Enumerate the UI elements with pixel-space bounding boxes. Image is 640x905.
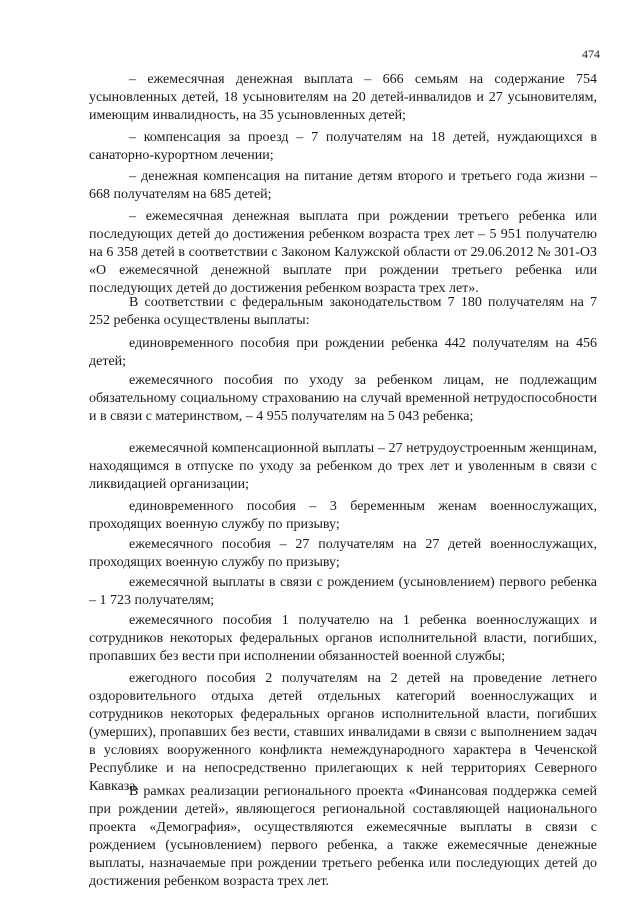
paragraph-nutrition-compensation: – денежная компенсация на питание детям второго и третьего года жизни – 668 получателям на 685 детей; — [89, 169, 597, 202]
paragraph-annual-allowance: ежегодного пособия 2 получателям на 2 детей на проведение летнего оздоровительного отдыха детей отдельных категорий военнослужащих и сотрудников некоторых федеральных органов исполнительной власти, погибших (умерших), пропавших без вести, ставших инвалидами в связи с выполнением задач в условиях вооруженного конфликта немеждународного характера в Чеченской Республике и на непосредственно прилегающих к ней территориях Северного Кавказа. — [89, 671, 597, 794]
page-number: 474 — [582, 47, 600, 61]
paragraph-federal-intro: В соответствии с федеральным законодательством 7 180 получателям на 7 252 ребенка осуществлены выплаты: — [89, 295, 597, 328]
paragraph-third-child-payment: – ежемесячная денежная выплата при рождении третьего ребенка или последующих детей до достижения ребенком возраста трех лет – 5 951 получателю на 6 358 детей в соответствии с Законом Калужской области от 29.06.2012 № 301-ОЗ «О ежемесячной денежной выплате при рождении третьего ребенка или последующих детей до достижения ребенком возраста трех лет». — [89, 209, 597, 296]
paragraph-first-child-payment: ежемесячной выплаты в связи с рождением (усыновлением) первого ребенка – 1 723 получателям; — [89, 575, 597, 608]
paragraph-regional-project: В рамках реализации регионального проекта «Финансовая поддержка семей при рождении детей», являющегося региональной составляющей национального проекта «Демография», осуществляются ежемесячные выплаты в связи с рождением (усыновлением) первого ребенка, а также ежемесячные денежные выплаты, назначаемые при рождении третьего ребенка или последующих детей до достижения ребенком возраста трех лет. — [89, 784, 597, 889]
paragraph-birth-allowance: единовременного пособия при рождении ребенка 442 получателям на 456 детей; — [89, 336, 597, 369]
paragraph-compensation-payment: ежемесячной компенсационной выплаты – 27 нетрудоустроенным женщинам, находящимся в отпуске по уходу за ребенком до трех лет и уволенным в связи с ликвидацией организации; — [89, 441, 597, 492]
paragraph-pregnant-wives: единовременного пособия – 3 беременным женам военнослужащих, проходящих военную службу по призыву; — [89, 499, 597, 532]
paragraph-fallen-servicemen: ежемесячного пособия 1 получателю на 1 ребенка военнослужащих и сотрудников некоторых федеральных органов исполнительной власти, погибших, пропавших без вести при исполнении обязанностей военной службы; — [89, 613, 597, 664]
paragraph-childcare-allowance: ежемесячного пособия по уходу за ребенком лицам, не подлежащим обязательному социальному страхованию на случай временной нетрудоспособности и в связи с материнством, – 4 955 получателям на 5 043 ребенка; — [89, 373, 597, 424]
paragraph-adoption-payments: – ежемесячная денежная выплата – 666 семьям на содержание 754 усыновленных детей, 18 усыновителям на 20 детей-инвалидов и 27 усыновителям, имеющим инвалидность, на 35 усыновленных детей; — [89, 72, 597, 123]
paragraph-conscript-children: ежемесячного пособия – 27 получателям на 27 детей военнослужащих, проходящих военную службу по призыву; — [89, 537, 597, 570]
paragraph-travel-compensation: – компенсация за проезд – 7 получателям на 18 детей, нуждающихся в санаторно-курортном лечении; — [89, 130, 597, 163]
